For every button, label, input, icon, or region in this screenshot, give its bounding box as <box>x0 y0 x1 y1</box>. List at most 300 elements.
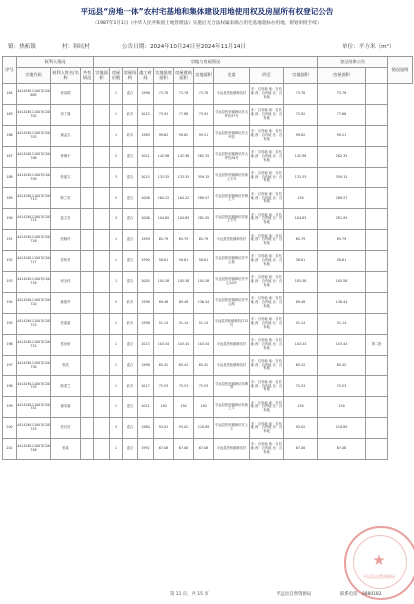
cell-remark <box>366 439 388 460</box>
cell-structure: 混合 <box>123 355 138 376</box>
page-subtitle: （1987年1月1日《中华人民共和国土地管理法》实施后无合法权属来源占用宅基地超标办用地、规划审批手续） <box>92 21 322 26</box>
cell-parcel-area <box>94 167 110 188</box>
cell-base-area: 164.22 <box>154 188 174 209</box>
issuer: 平远县自然资源局 <box>276 592 312 597</box>
cell-share <box>81 397 94 418</box>
cell-reg-house: 103.44 <box>318 334 366 355</box>
cell-structure: 砖木 <box>123 313 138 334</box>
cell-reg-house: 359.15 <box>318 167 366 188</box>
cell-house-area: 104.65 <box>174 209 194 230</box>
cell-year: 1998 <box>138 292 154 313</box>
cell-code: 441426111007JC00706 <box>17 146 51 167</box>
cell-house-area: 58.61 <box>174 251 194 272</box>
cell-seq: 188 <box>3 167 17 188</box>
cell-base-area: 99.62 <box>154 125 174 146</box>
header-year: 竣工时间 <box>138 68 154 84</box>
cell-year: 1992 <box>138 439 154 460</box>
cell-boundary: 东：自有地 南：自有地 西：自有地 北：自有地 <box>250 355 284 376</box>
cell-boundary: 东：自有地 南：自有地 西：自有地 北：自有地 <box>250 230 284 251</box>
cell-reg-house: 58.61 <box>318 251 366 272</box>
cell-reg-land: 142.98 <box>284 146 318 167</box>
cell-year: 2021 <box>138 146 154 167</box>
cell-floors: 3 <box>110 167 123 188</box>
header-boundary: 四至 <box>250 68 284 84</box>
cell-code: 441426111007JC00743 <box>17 418 51 439</box>
cell-parcel-area <box>94 251 110 272</box>
cell-base-area: 65.79 <box>154 230 174 251</box>
cell-code: 441426111007JC00718 <box>17 272 51 293</box>
info-village: 村：韩坑村 <box>62 44 90 50</box>
header-reg-group: 登记结果公告 <box>318 57 388 68</box>
cell-remark <box>366 188 388 209</box>
cell-reg-house: 67.08 <box>318 439 366 460</box>
cell-year: 2021 <box>138 397 154 418</box>
header-share: 共有情况 <box>81 68 94 84</box>
cell-reg-land: 104.65 <box>284 209 318 230</box>
cell-location: 平远县热柘镇韩坑村中心20号 <box>214 272 250 293</box>
cell-remark <box>366 251 388 272</box>
cell-remark <box>366 272 388 293</box>
cell-location: 平远县热柘镇韩坑村中心路 <box>214 292 250 313</box>
cell-code: 441426111007JC00725 <box>17 334 51 355</box>
cell-land-area: 65.42 <box>194 355 214 376</box>
cell-house-area: 73.78 <box>174 84 194 105</box>
cell-land-area: 281.95 <box>194 209 214 230</box>
cell-year: 2005 <box>138 272 154 293</box>
cell-land-area: 218.89 <box>194 418 214 439</box>
cell-location: 平远县热柘镇韩坑村新上斗 <box>214 397 250 418</box>
cell-reg-land: 103.44 <box>284 334 318 355</box>
cell-floors: 1 <box>110 355 123 376</box>
cell-remark <box>366 167 388 188</box>
cell-house-area: 75.53 <box>174 376 194 397</box>
cell-year: 1998 <box>138 313 154 334</box>
cell-year: 1990 <box>138 251 154 272</box>
cell-boundary: 东：自有地 南：自有地 西：自有地 北：自有地 <box>250 84 284 105</box>
cell-reg-house: 51.14 <box>318 313 366 334</box>
cell-location: 平远县热柘镇韩坑村 <box>214 355 250 376</box>
cell-reg-land: 65.42 <box>284 355 318 376</box>
cell-land-area: 51.14 <box>194 313 214 334</box>
cell-house-area: 89.48 <box>174 292 194 313</box>
cell-floors: 1 <box>110 272 123 293</box>
cell-floors: 1 <box>110 439 123 460</box>
cell-reg-house: 77.88 <box>318 104 366 125</box>
cell-remark <box>366 355 388 376</box>
cell-boundary: 东：自有地 南：自有地 西：自有地 北：自有地 <box>250 125 284 146</box>
cell-reg-land: 99.62 <box>284 125 318 146</box>
cell-name: 陈兰英 <box>51 188 81 209</box>
cell-land-area: 136.44 <box>194 292 214 313</box>
cell-boundary: 东：自有地 南：自有地 西：自有地 北：自有地 <box>250 292 284 313</box>
cell-land-area: 73.78 <box>194 84 214 105</box>
cell-name: 刘丁娣 <box>51 104 81 125</box>
cell-seq: 190 <box>3 209 17 230</box>
cell-year: 2017 <box>138 376 154 397</box>
cell-structure: 混合 <box>123 418 138 439</box>
header-base-area: 宗地基底面积 <box>154 68 174 84</box>
cell-share <box>81 230 94 251</box>
table-row <box>3 334 413 355</box>
cell-structure: 混合 <box>123 209 138 230</box>
cell-structure: 混合 <box>123 84 138 105</box>
cell-floors: 3 <box>110 209 123 230</box>
cell-name: 蓝文杏 <box>51 209 81 230</box>
cell-remark <box>366 209 388 230</box>
cell-parcel-area <box>94 397 110 418</box>
cell-parcel-area <box>94 355 110 376</box>
cell-parcel-area <box>94 146 110 167</box>
header-reg-land: 宗地面积 <box>284 68 318 84</box>
cell-base-area: 103.44 <box>154 334 174 355</box>
cell-code: 441426111007JC00723 <box>17 313 51 334</box>
cell-structure: 混合 <box>123 230 138 251</box>
cell-share <box>81 376 94 397</box>
info-town: 镇：热柘镇 <box>8 44 36 50</box>
cell-reg-house: 262.35 <box>318 146 366 167</box>
cell-seq: 200 <box>3 418 17 439</box>
cell-name: 张浩 <box>51 355 81 376</box>
cell-structure: 混合 <box>123 397 138 418</box>
cell-seq: 186 <box>3 125 17 146</box>
info-unit: 单位：平方米（m²） <box>342 44 395 50</box>
cell-reg-house: 75.53 <box>318 376 366 397</box>
cell-reg-land: 89.48 <box>284 292 318 313</box>
cell-boundary: 东：自有地 南：自有地 西：自有地 北：自有地 <box>250 313 284 334</box>
cell-floors: 3 <box>110 418 123 439</box>
cell-remark <box>366 376 388 397</box>
page-number: 第 11 页，共 15 页 <box>170 592 209 597</box>
cell-base-area: 89.48 <box>154 292 174 313</box>
cell-reg-land: 93.02 <box>284 418 318 439</box>
header-house-area: 房屋建筑面积 <box>174 68 194 84</box>
cell-floors: 2 <box>110 146 123 167</box>
cell-location: 平远县热柘镇韩坑村中心巷 <box>214 251 250 272</box>
cell-boundary: 东：自有地 南：自有地 西：自有地 北：自有地 <box>250 418 284 439</box>
cell-structure: 混合 <box>123 251 138 272</box>
cell-boundary: 东：自有地 南：自有地 西：自有地 北：自有地 <box>250 251 284 272</box>
cell-reg-house: 65.42 <box>318 355 366 376</box>
cell-name: 陈香兰 <box>51 376 81 397</box>
cell-land-area: 103.44 <box>194 334 214 355</box>
cell-reg-land: 105.58 <box>284 272 318 293</box>
cell-base-area: 104.65 <box>154 209 174 230</box>
cell-reg-house: 99.21 <box>318 125 366 146</box>
cell-location: 平远县热柘镇韩坑村 <box>214 334 250 355</box>
cell-reg-land: 73.92 <box>284 104 318 125</box>
cell-share <box>81 272 94 293</box>
cell-base-area: 51.14 <box>154 313 174 334</box>
contact-phone: 联系电话：8880182 <box>340 592 382 597</box>
cell-year: 1999 <box>138 230 154 251</box>
cell-share <box>81 439 94 460</box>
cell-boundary: 东：自有地 南：自有地 西：自有地 北：自有地 <box>250 376 284 397</box>
cell-parcel-area <box>94 272 110 293</box>
cell-year: 1980 <box>138 418 154 439</box>
cell-seq: 191 <box>3 230 17 251</box>
cell-floors: 1 <box>110 313 123 334</box>
cell-reg-land: 51.14 <box>284 313 318 334</box>
cell-boundary: 东：自有地 南：自有地 西：自有地 北：自有地 <box>250 439 284 460</box>
table-row <box>3 397 413 418</box>
table-row <box>3 104 413 125</box>
cell-boundary: 东：自有地 南：自有地 西：自有地 北：自有地 <box>250 209 284 230</box>
info-period: 公告日期：2024年10月24日至2024年11月14日 <box>122 44 247 50</box>
cell-location: 平远县热柘镇韩坑村 <box>214 230 250 251</box>
cell-share <box>81 104 94 125</box>
cell-land-area: 75.53 <box>194 376 214 397</box>
cell-structure: 混合 <box>123 167 138 188</box>
cell-parcel-area <box>94 334 110 355</box>
cell-parcel-area <box>94 125 110 146</box>
table-row <box>3 251 413 272</box>
header-name: 权利人姓名/名称 <box>51 68 81 84</box>
cell-reg-house: 105.58 <box>318 272 366 293</box>
cell-boundary: 东：自有地 南：自有地 西：自有地 北：自有地 <box>250 397 284 418</box>
cell-remark: 第二批 <box>366 334 388 355</box>
cell-location: 平远县热柘镇韩坑村 <box>214 84 250 105</box>
cell-base-area: 73.78 <box>154 84 174 105</box>
cell-location: 平远县热柘镇韩坑村韩上斗 <box>214 188 250 209</box>
cell-remark <box>366 418 388 439</box>
cell-structure: 砖木 <box>123 125 138 146</box>
cell-boundary: 东：自有地 南：自有地 西：自有地 北：自有地 <box>250 167 284 188</box>
header-owner-group: 权利人情况 <box>17 57 94 68</box>
cell-seq: 194 <box>3 292 17 313</box>
cell-base-area: 93.02 <box>154 418 174 439</box>
cell-house-area: 150 <box>174 397 194 418</box>
cell-seq: 196 <box>3 334 17 355</box>
cell-name: 钟静平 <box>51 146 81 167</box>
cell-house-area: 142.98 <box>174 146 194 167</box>
cell-code: 441426111007JC00715 <box>17 209 51 230</box>
cell-land-area: 289.57 <box>194 188 214 209</box>
cell-parcel-area <box>94 209 110 230</box>
cell-structure: 混合 <box>123 334 138 355</box>
cell-reg-house: 218.89 <box>318 418 366 439</box>
cell-remark <box>366 292 388 313</box>
cell-floors: 1 <box>110 376 123 397</box>
cell-name: 张惠文 <box>51 167 81 188</box>
cell-code: 441426111007JC00746 <box>17 439 51 460</box>
cell-share <box>81 125 94 146</box>
cell-share <box>81 84 94 105</box>
cell-share <box>81 334 94 355</box>
cell-parcel-area <box>94 418 110 439</box>
cell-share <box>81 313 94 334</box>
table-body <box>3 84 413 460</box>
cell-share <box>81 418 94 439</box>
cell-seq: 193 <box>3 272 17 293</box>
cell-parcel-area <box>94 104 110 125</box>
cell-parcel-area <box>94 292 110 313</box>
cell-code: 441426111007JC00717 <box>17 251 51 272</box>
cell-name: 张某 <box>51 439 81 460</box>
cell-seq: 198 <box>3 376 17 397</box>
cell-house-area: 99.62 <box>174 125 194 146</box>
cell-reg-house: 289.57 <box>318 188 366 209</box>
header-remark: 情况说明 <box>388 57 413 84</box>
cell-house-area: 103.44 <box>174 334 194 355</box>
cell-land-area: 262.35 <box>194 146 214 167</box>
table-row <box>3 146 413 167</box>
cell-land-area: 73.92 <box>194 104 214 125</box>
table-row <box>3 125 413 146</box>
table-row <box>3 84 413 105</box>
cell-base-area: 65.42 <box>154 355 174 376</box>
cell-seq: 184 <box>3 84 17 105</box>
page-title: 平远县“房地一体”农村宅基地和集体建设用地使用权及房屋所有权登记公告 <box>80 7 334 16</box>
header-parcel-area: 宗地面积 <box>94 68 110 84</box>
cell-land-area: 359.15 <box>194 167 214 188</box>
cell-location: 平远县热柘镇韩坑村新上斗号 <box>214 209 250 230</box>
cell-boundary: 东：自有地 南：自有地 西：自有地 北：自有地 <box>250 272 284 293</box>
cell-code: 441426111007JC00716 <box>17 230 51 251</box>
header-reg-house: 房屋面积 <box>318 68 366 84</box>
cell-location: 平远县热柘镇韩坑村碑背 <box>214 376 250 397</box>
cell-floors: 1 <box>110 104 123 125</box>
cell-floors: 1 <box>110 125 123 146</box>
cell-base-area: 133.55 <box>154 167 174 188</box>
cell-seq: 201 <box>3 439 17 460</box>
cell-seq: 192 <box>3 251 17 272</box>
cell-parcel-area <box>94 439 110 460</box>
cell-reg-house: 73.78 <box>318 84 366 105</box>
cell-share <box>81 167 94 188</box>
cell-name: 张杨芳 <box>51 251 81 272</box>
header-code: 宗地代码 <box>17 68 51 84</box>
cell-remark <box>366 397 388 418</box>
cell-year: 1996 <box>138 84 154 105</box>
table-row <box>3 439 413 460</box>
cell-house-area: 164.22 <box>174 188 194 209</box>
header-location: 坐落 <box>214 68 250 84</box>
cell-house-area: 65.79 <box>174 230 194 251</box>
registration-table <box>2 56 413 460</box>
cell-name: 何全伟 <box>51 272 81 293</box>
cell-location: 平远县热柘镇韩坑村 <box>214 439 250 460</box>
cell-code: 441426111007JC00703 <box>17 125 51 146</box>
cell-name: 张某德 <box>51 84 81 105</box>
table-row <box>3 230 413 251</box>
cell-remark <box>366 125 388 146</box>
table-row <box>3 167 413 188</box>
cell-reg-house: 136.44 <box>318 292 366 313</box>
cell-remark <box>366 230 388 251</box>
cell-reg-land: 67.08 <box>284 439 318 460</box>
cell-seq: 199 <box>3 397 17 418</box>
cell-structure: 混合 <box>123 439 138 460</box>
cell-base-area: 105.58 <box>154 272 174 293</box>
cell-base-area: 142.98 <box>154 146 174 167</box>
cell-land-area: 67.08 <box>194 439 214 460</box>
cell-code: 441426111007JC00720 <box>17 292 51 313</box>
cell-land-area: 58.61 <box>194 251 214 272</box>
cell-location: 平远县热柘镇韩坑村新上斗号 <box>214 167 250 188</box>
cell-base-area: 150 <box>154 397 174 418</box>
cell-boundary: 东：自有地 南：自有地 西：自有地 北：自有地 <box>250 334 284 355</box>
table-row <box>3 292 413 313</box>
cell-reg-land: 150 <box>284 397 318 418</box>
table-row <box>3 272 413 293</box>
cell-floors: 1 <box>110 251 123 272</box>
cell-year: 2015 <box>138 104 154 125</box>
table-row <box>3 355 413 376</box>
cell-year: 2006 <box>138 188 154 209</box>
cell-base-area: 73.92 <box>154 104 174 125</box>
cell-location: 平远县热柘镇韩坑村大坪坑 <box>214 125 250 146</box>
cell-seq: 197 <box>3 355 17 376</box>
cell-boundary: 东：自有地 南：自有地 西：自有地 北：自有地 <box>250 104 284 125</box>
cell-remark <box>366 104 388 125</box>
cell-year: 2015 <box>138 167 154 188</box>
cell-seq: 189 <box>3 188 17 209</box>
cell-base-area: 75.53 <box>154 376 174 397</box>
cell-floors: 1 <box>110 334 123 355</box>
cell-base-area: 58.61 <box>154 251 174 272</box>
header-structure: 房屋结构 <box>123 68 138 84</box>
cell-land-area: 105.58 <box>194 272 214 293</box>
cell-house-area: 51.14 <box>174 313 194 334</box>
cell-house-area: 133.55 <box>174 167 194 188</box>
cell-seq: 185 <box>3 104 17 125</box>
official-seal: ★ 平远县自然资源局 <box>344 526 414 600</box>
table-row <box>3 313 413 334</box>
cell-reg-house: 281.95 <box>318 209 366 230</box>
cell-share <box>81 251 94 272</box>
cell-name: 谢益玉 <box>51 125 81 146</box>
cell-name: 蔡冠荣 <box>51 334 81 355</box>
cell-base-area: 67.08 <box>154 439 174 460</box>
cell-reg-house: 65.79 <box>318 230 366 251</box>
header-seq: 序号 <box>3 57 17 84</box>
cell-reg-land: 73.78 <box>284 84 318 105</box>
cell-share <box>81 146 94 167</box>
cell-house-area: 105.58 <box>174 272 194 293</box>
cell-share <box>81 188 94 209</box>
cell-remark <box>366 313 388 334</box>
cell-house-area: 77.88 <box>174 104 194 125</box>
table-row <box>3 418 413 439</box>
cell-reg-house: 150 <box>318 397 366 418</box>
cell-code: 441426111007JC00685 <box>17 84 51 105</box>
cell-share <box>81 292 94 313</box>
cell-boundary: 东：自有地 南：自有地 西：自有地 北：自有地 <box>250 188 284 209</box>
cell-remark <box>366 146 388 167</box>
cell-house-area: 93.02 <box>174 418 194 439</box>
cell-name: 姚建华 <box>51 292 81 313</box>
table-row <box>3 209 413 230</box>
cell-year: 1998 <box>138 355 154 376</box>
cell-boundary: 东：自有地 南：自有地 西：自有地 北：自有地 <box>250 146 284 167</box>
cell-year: 1989 <box>138 125 154 146</box>
cell-land-area: 99.21 <box>194 125 214 146</box>
cell-parcel-area <box>94 313 110 334</box>
cell-reg-land: 150 <box>284 188 318 209</box>
cell-parcel-area <box>94 84 110 105</box>
cell-seq: 195 <box>3 313 17 334</box>
header-land-group: 宗地与房屋情况 <box>94 57 318 68</box>
cell-floors: 1 <box>110 397 123 418</box>
cell-location: 平远县热柘镇韩坑村大坪坑28号 <box>214 146 250 167</box>
cell-code: 441426111007JC00713 <box>17 188 51 209</box>
header-floors: 房屋层数 <box>110 68 123 84</box>
cell-structure: 砖木 <box>123 292 138 313</box>
cell-year: 2013 <box>138 334 154 355</box>
cell-land-area: 65.79 <box>194 230 214 251</box>
cell-parcel-area <box>94 188 110 209</box>
cell-house-area: 67.08 <box>174 439 194 460</box>
